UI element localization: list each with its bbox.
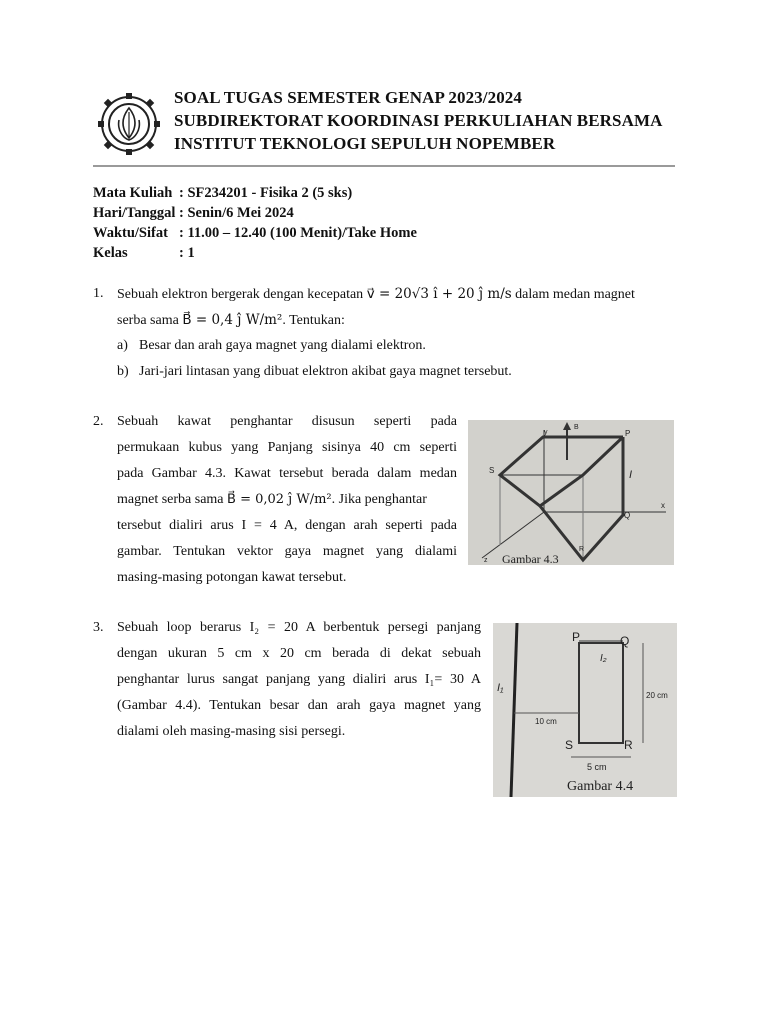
fig43-label: B <box>574 424 579 431</box>
fig44-label: I₁ <box>497 682 504 694</box>
fig43-label: R <box>579 546 585 553</box>
q1-text: serba sama <box>117 313 179 328</box>
meta-key: Mata Kuliah <box>93 185 173 201</box>
q3-line: penghantar lurus sangat panjang yang dialiri arus I₁= 30 A <box>117 672 481 687</box>
q1-number: 1. <box>93 286 104 301</box>
header-line-2: SUBDIREKTORAT KOORDINASI PERKULIAHAN BERSAMA <box>174 111 663 130</box>
q1-line-2 <box>117 307 345 334</box>
q1-item-a <box>117 333 426 359</box>
meta-key: Waktu/Sifat <box>93 225 168 241</box>
meta-value: : 11.00 – 12.40 (100 Menit)/Take Home <box>179 225 417 241</box>
meta-row-class <box>93 245 195 262</box>
q1-text: . Tentukan: <box>282 313 345 328</box>
q1-field-formula: B⃗ = 0,4 ĵ W/m² <box>182 312 283 328</box>
fig44-label: I₂ <box>600 653 607 664</box>
figure-4-3 <box>468 420 674 565</box>
q2-text: magnet serba sama <box>117 492 224 507</box>
fig44-label: Q <box>620 634 630 648</box>
header-line-3: INSTITUT TEKNOLOGI SEPULUH NOPEMBER <box>174 134 556 153</box>
q1-velocity-formula: v⃗ = 20√3 î + 20 ĵ m/s <box>366 286 512 302</box>
q3-number: 3. <box>93 620 104 635</box>
meta-key: Hari/Tanggal <box>93 205 176 221</box>
fig43-label: x <box>661 501 665 510</box>
q2-line-4 <box>117 487 457 513</box>
list-item-text: Jari-jari lintasan yang dibuat elektron akibat gaya magnet tersebut. <box>139 364 512 379</box>
header-divider <box>93 165 675 167</box>
fig43-label: P <box>625 429 631 438</box>
fig44-label: 20 cm <box>646 691 668 700</box>
meta-row-date <box>93 205 294 222</box>
fig43-label: I <box>629 469 633 481</box>
q3-line: Sebuah loop berarus I₂ = 20 A berbentuk persegi panjang <box>117 620 481 635</box>
fig43-label: S <box>489 466 495 475</box>
q2-line: gambar. Tentukan vektor gaya magnet yang dialami <box>117 544 457 559</box>
q2-line: pada Gambar 4.3. Kawat tersebut berada dalam medan <box>117 466 457 481</box>
list-marker: a) <box>117 338 128 353</box>
q2-text: . Jika penghantar <box>331 492 427 507</box>
q2-line: tersebut dialiri arus I = 4 A, dengan arah seperti pada <box>117 518 457 533</box>
fig44-label: S <box>565 738 574 752</box>
q1-text: Sebuah elektron bergerak dengan kecepatan <box>117 287 364 302</box>
q2-number: 2. <box>93 414 104 429</box>
q2-field-formula: B⃗ = 0,02 ĵ W/m² <box>227 492 332 507</box>
q3-line: dengan ukuran 5 cm x 20 cm berada di dekat sebuah <box>117 646 481 661</box>
fig43-label: Q <box>624 511 631 520</box>
fig44-label: 10 cm <box>535 717 557 726</box>
meta-row-time <box>93 225 417 242</box>
fig44-label: 5 cm <box>587 762 607 772</box>
fig44-label: R <box>624 738 633 752</box>
q1-item-b <box>117 359 512 385</box>
its-emblem-icon <box>97 92 161 156</box>
list-marker: b) <box>117 364 129 379</box>
meta-key: Kelas <box>93 245 128 261</box>
fig43-caption: Gambar 4.3 <box>502 552 559 565</box>
fig43-label: z <box>484 557 488 564</box>
q3-line: dialami oleh masing-masing sisi persegi. <box>117 724 346 739</box>
meta-value: : SF234201 - Fisika 2 (5 sks) <box>179 185 353 201</box>
meta-value: : 1 <box>179 245 195 261</box>
q1-line-1 <box>117 281 687 308</box>
header-line-1: SOAL TUGAS SEMESTER GENAP 2023/2024 <box>174 88 522 107</box>
fig44-caption: Gambar 4.4 <box>567 779 634 794</box>
fig44-label: P <box>572 630 581 644</box>
list-item-text: Besar dan arah gaya magnet yang dialami elektron. <box>139 338 426 353</box>
meta-value: : Senin/6 Mei 2024 <box>179 205 294 221</box>
fig43-label: y <box>544 429 548 436</box>
figure-4-4 <box>493 623 677 797</box>
q2-line: masing-masing potongan kawat tersebut. <box>117 570 347 585</box>
q1-text: dalam medan magnet <box>515 287 635 302</box>
q2-line: Sebuah kawat penghantar disusun seperti pada <box>117 414 457 429</box>
q2-line: permukaan kubus yang Panjang sisinya 40 cm seperti <box>117 440 457 455</box>
q3-line: (Gambar 4.4). Tentukan besar dan arah gaya magnet yang <box>117 698 481 713</box>
meta-row-course <box>93 185 352 202</box>
